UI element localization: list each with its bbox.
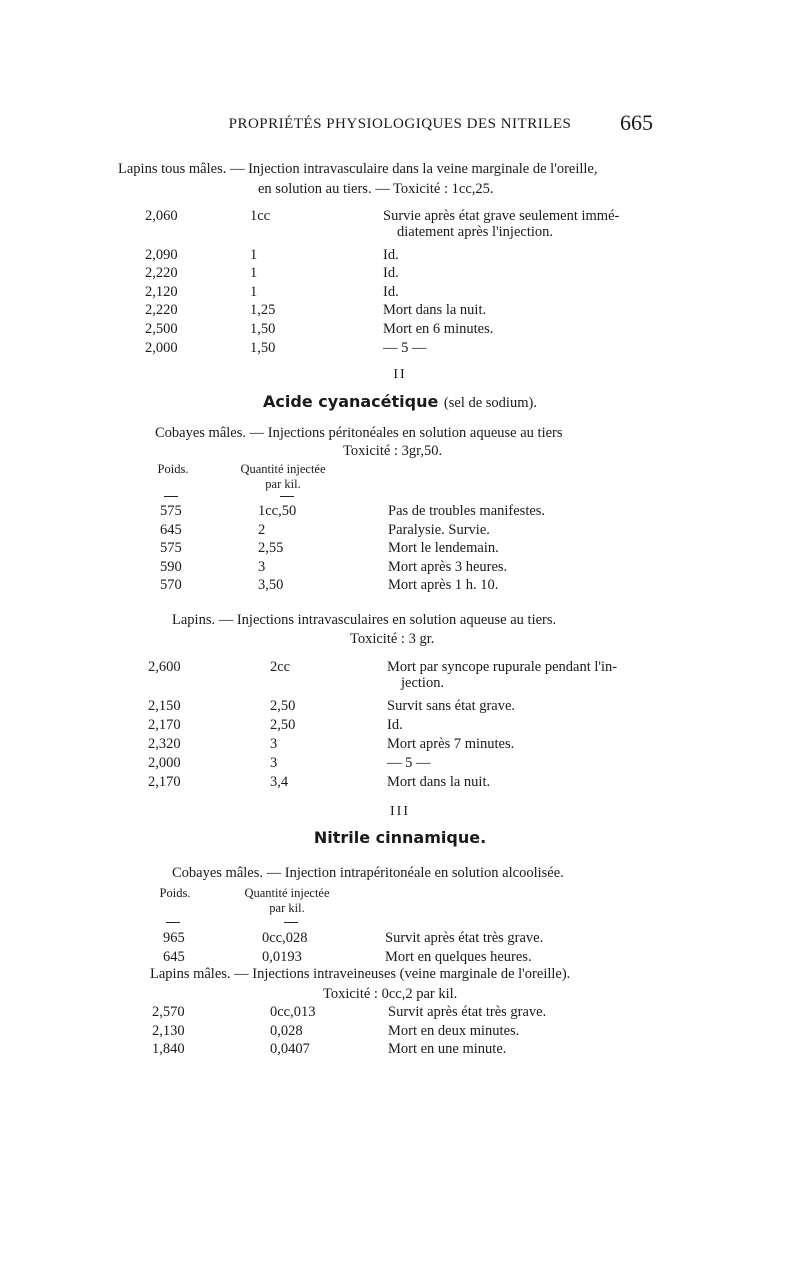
result-cell: Id. [383,246,399,263]
intro-paragraph: Cobayes mâles. — Injections péritonéales en solution aqueuse au tiers [155,425,563,441]
weight-cell: 2,060 [145,208,178,224]
dose-cell: 1 [250,283,258,300]
dose-cell: 1cc [250,208,271,224]
weight-cell: 2,120 [145,283,178,300]
column-header-dose-line1: Quantité injectée [240,462,326,476]
table-row [0,339,800,357]
dose-cell: 2,50 [270,717,296,733]
intro-paragraph: Lapins tous mâles. — Injection intravasculaire dans la veine marginale de l'oreille, [118,161,598,177]
dose-cell: 3,50 [258,577,284,593]
result-cell: Mort en une minute. [388,1041,507,1057]
intro-paragraph: Toxicité : 0cc,2 par kil. [323,986,458,1002]
column-header-dose [226,886,348,916]
table-row [0,283,800,301]
dose-cell: 3 [270,755,278,771]
weight-cell: 2,220 [145,265,178,282]
rule [284,922,298,923]
dose-cell: 2cc [270,659,291,675]
rule [166,922,180,923]
dose-cell: 1,50 [250,339,276,356]
intro-paragraph: Toxicité : 3 gr. [350,631,435,647]
result-cell-continuation: jection. [401,675,445,691]
result-cell: Survit après état très grave. [388,1004,547,1020]
table-row [0,576,800,594]
dose-cell: 1,50 [250,321,276,337]
column-header-dose-line2: par kil. [269,901,305,915]
table-row [0,521,800,539]
weight-cell: 2,170 [148,717,181,733]
table-row [0,1040,800,1058]
table-row [0,658,800,676]
rule [280,496,294,497]
dose-cell: 1 [250,246,258,263]
table-row [0,558,800,576]
column-header-dose [222,462,344,492]
weight-cell: 2,170 [148,774,181,790]
result-cell: Id. [383,283,399,300]
dose-cell: 1cc,50 [258,503,297,519]
result-cell: Mort le lendemain. [388,540,499,556]
result-cell: Mort après 1 h. 10. [388,577,499,593]
weight-cell: 2,220 [145,302,178,319]
table-row [0,735,800,753]
table-row [0,716,800,734]
result-cell: Pas de troubles manifestes. [388,503,546,519]
column-header-weight: Poids. [157,462,189,476]
intro-paragraph: Lapins mâles. — Injections intraveineuses (veine marginale de l'oreille). [150,966,571,982]
table-row [0,773,800,791]
weight-cell: 575 [160,540,182,556]
result-cell: Mort après 7 minutes. [387,736,515,752]
weight-cell: 2,150 [148,698,181,714]
intro-paragraph: Cobayes mâles. — Injection intrapéritonéale en solution alcoolisée. [172,865,564,881]
column-header-weight: Poids. [159,886,191,900]
result-cell: Id. [387,717,403,733]
weight-cell: 965 [163,930,185,946]
section-title [0,393,800,412]
dose-cell: 3 [270,736,278,752]
section-title: Nitrile cinnamique. [313,828,487,847]
result-cell: Mort dans la nuit. [383,302,487,319]
weight-cell: 645 [160,521,182,538]
dose-cell: 0,028 [270,1022,303,1039]
result-cell: Survie après état grave seulement immé- [383,208,620,224]
result-cell-continuation: diatement après l'injection. [397,224,554,240]
table-row [0,246,800,264]
table-row [0,697,800,715]
intro-paragraph: en solution au tiers. — Toxicité : 1cc,25. [258,181,494,197]
page-number: 665 [620,110,653,135]
column-header-dose-line1: Quantité injectée [244,886,330,900]
table-row [0,301,800,319]
section-title-note: (sel de sodium). [443,395,537,411]
table-row [0,948,800,966]
section-numeral: II [393,367,407,382]
weight-cell: 2,320 [148,736,181,752]
result-cell: Mort en quelques heures. [385,948,532,965]
dose-cell: 3 [258,558,266,575]
weight-cell: 2,130 [152,1022,185,1039]
table-row [0,320,800,338]
result-cell: Mort par syncope rupurale pendant l'in- [387,659,618,675]
weight-cell: 590 [160,558,182,575]
result-cell: Survit après état très grave. [385,930,544,946]
dose-cell: 0,0193 [262,948,302,965]
section-title-text: Acide cyanacétique [263,392,439,411]
result-cell: Mort en 6 minutes. [383,321,494,337]
result-cell: Survit sans état grave. [387,698,516,714]
dose-cell: 0cc,013 [270,1004,316,1020]
table-row [0,1003,800,1021]
table-row [0,1022,800,1040]
weight-cell: 2,090 [145,246,178,263]
dose-cell: 0,0407 [270,1041,310,1057]
dose-cell: 1,25 [250,302,276,319]
result-cell: Id. [383,265,399,282]
result-cell: — 5 — [387,755,431,771]
intro-paragraph: Lapins. — Injections intravasculaires en solution aqueuse au tiers. [172,612,557,628]
dose-cell: 2,55 [258,540,284,556]
dose-cell: 2,50 [270,698,296,714]
result-cell: Paralysie. Survie. [388,521,490,538]
weight-cell: 2,570 [152,1004,185,1020]
running-header: PROPRIÉTÉS PHYSIOLOGIQUES DES NITRILES [228,116,572,132]
weight-cell: 2,600 [148,659,181,675]
result-cell: Mort dans la nuit. [387,774,491,790]
table-row [0,264,800,282]
table-row [0,539,800,557]
weight-cell: 2,500 [145,321,178,337]
dose-cell: 3,4 [270,774,289,790]
dose-cell: 2 [258,521,266,538]
weight-cell: 1,840 [152,1041,185,1057]
table-row [0,502,800,520]
intro-paragraph: Toxicité : 3gr,50. [343,443,443,459]
table-row [0,754,800,772]
column-header-dose-line2: par kil. [265,477,301,491]
rule [164,496,178,497]
result-cell: Mort en deux minutes. [388,1022,520,1039]
section-numeral: III [390,804,410,819]
dose-cell: 0cc,028 [262,930,308,946]
weight-cell: 645 [163,948,185,965]
result-cell: — 5 — [383,339,427,356]
weight-cell: 2,000 [145,339,178,356]
weight-cell: 2,000 [148,755,181,771]
result-cell: Mort après 3 heures. [388,558,508,575]
weight-cell: 570 [160,577,182,593]
weight-cell: 575 [160,503,182,519]
dose-cell: 1 [250,265,258,282]
table-row [0,929,800,947]
